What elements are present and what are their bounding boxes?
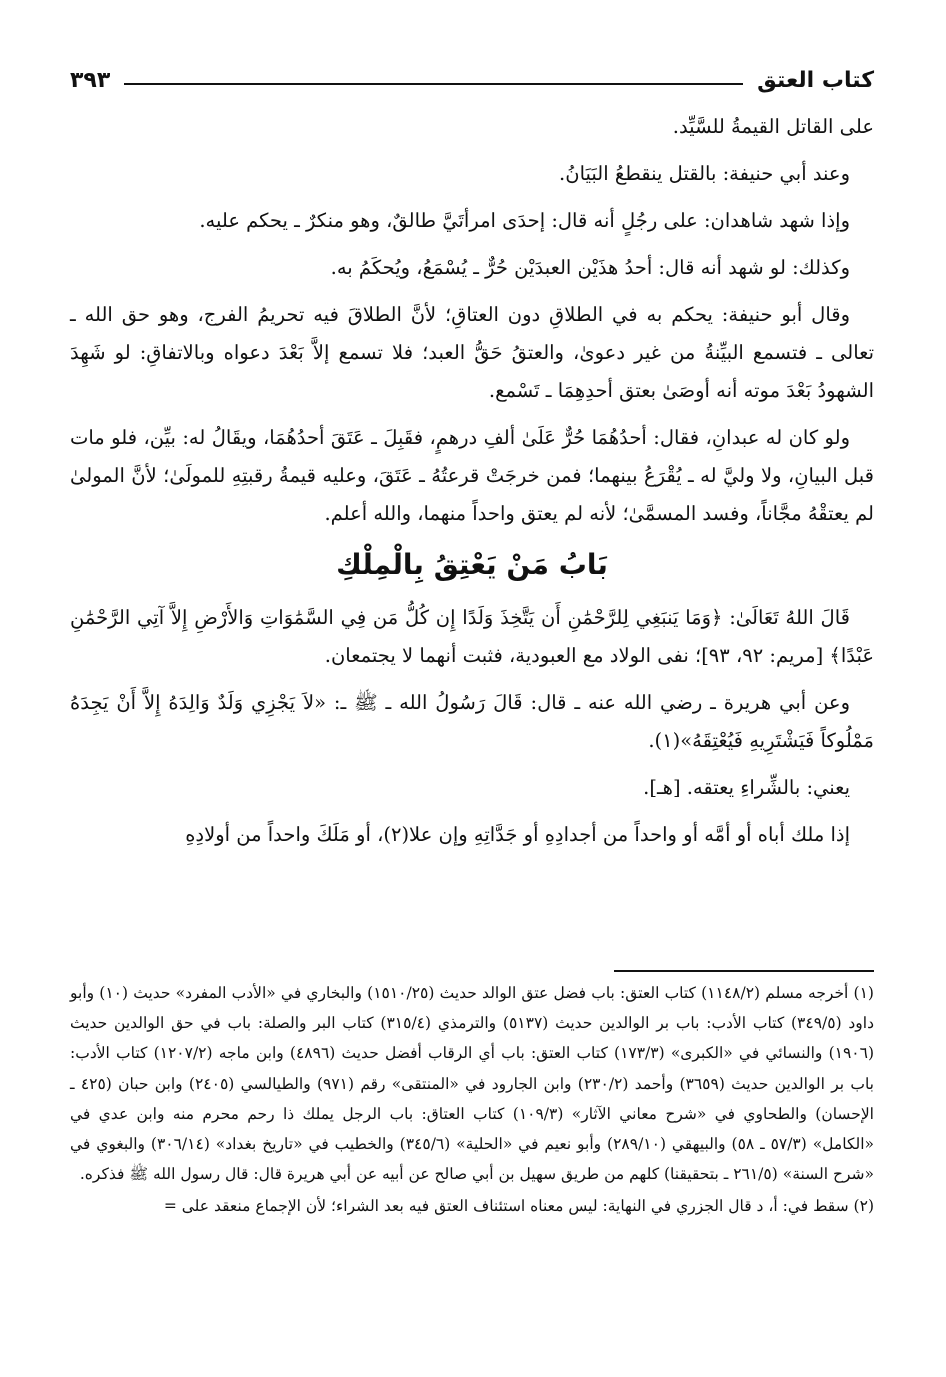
paragraph: يعني: بالشِّراءِ يعتقه. [هـ].	[643, 776, 850, 799]
footnote: (١) أخرجه مسلم (١١٤٨/٢) كتاب العتق: باب فضل عتق الوالد حديث (١٥١٠/٢٥) والبخاري في «الأدب المفرد» حديث (١٠) وأبو داود (٣٤٩/٥) كتاب الأدب: باب بر الوالدين حديث (٥١٣٧) والترمذي (٣١٥/٤) كتاب البر والصلة: باب في حق الوالدين حديث (١٩٠٦) والنسائي في «الكبرى» (١٧٣/٣) كتاب العتق: باب أي الرقاب أفضل حديث (٤٨٩٦) وابن ماجه (١٢٠٧/٢) كتاب الأدب: باب بر الوالدين حديث (٣٦٥٩) وأحمد (٢٣٠/٢) وابن الجارود في «المنتقى» رقم (٩٧١) والطيالسي (٢٤٠٥) وابن حبان (٤٢٥ ـ الإحسان) والطحاوي في «شرح معاني الآثار» (١٠٩/٣) كتاب العتاق: باب الرجل يملك ذا رحم محرم منه وابن عدي في «الكامل» (٥٧/٣ ـ ٥٨) والبيهقي (٢٨٩/١٠) وأبو نعيم في «الحلية» (٣٤٥/٦) والخطيب في «تاريخ بغداد» (٣٠٦/١٤) والبغوي في «شرح السنة» (٢٦١/٥ ـ بتحقيقنا) كلهم من طريق سهيل بن أبي صالح عن أبيه عن أبي هريرة قال: قال رسول الله ﷺ فذكره.	[70, 984, 875, 1184]
paragraph: وقال أبو حنيفة: يحكم به في الطلاقِ دون العتاقِ؛ لأنَّ الطلاقَ فيه تحريمُ الفرج، وهو حق الله ـ تعالى ـ فتسمع البيِّنةُ من غير دعوىٰ، والعتقُ حَقُّ العبد؛ فلا تسمع إلاَّ بَعْدَ دعواه وبالاتفاقِ: لو شَهِدَ الشهودُ بَعْدَ موته أنه أوصَىٰ بعتق أحدِهِمَا ـ تَسْمع.	[70, 303, 874, 402]
paragraph: وعند أبي حنيفة: بالقتل ينقطعُ البَيَانُ.	[559, 162, 850, 185]
page-number: ٣٩٣	[70, 67, 111, 93]
main-text	[70, 108, 874, 863]
chapter-title: كتاب العتق	[757, 67, 874, 93]
header-rule	[124, 83, 743, 85]
paragraph: على القاتل القيمةُ للسَّيِّد.	[672, 115, 874, 138]
footnotes	[70, 978, 874, 1224]
section-heading: بَابُ مَنْ يَعْتِقُ بِالْمِلْكِ	[336, 548, 608, 581]
paragraph: وكذلك: لو شهد أنه قال: أحدُ هذَيْن العبدَيْن حُرٌّ ـ يُسْمَعُ، ويُحكَمُ به.	[330, 256, 850, 279]
paragraph: وعن أبي هريرة ـ رضي الله عنه ـ قال: قَالَ رَسُولُ الله ـ ﷺ ـ: «لاَ يَجْزِي وَلَدٌ وَالِدَهُ إِلاَّ أَنْ يَجِدَهُ مَمْلُوكاً فَيَشْتَرِيهِ فَيُعْتِقَهُ»(١).	[70, 691, 874, 752]
running-header	[70, 62, 874, 98]
footnote: (٢) سقط في: أ، د قال الجزري في النهاية: ليس معناه استئناف العتق فيه بعد الشراء؛ لأن الإجماع منعقد على =	[163, 1197, 874, 1216]
paragraph: ولو كان له عبدانِ، فقال: أحدُهُمَا حُرٌّ عَلَىٰ ألفِ درهمٍ، فقَبِلَ ـ عَتَقَ أحدُهُمَا، ويقَالُ له: بيِّن، فلو مات قبل البيانِ، ولا وليَّ له ـ يُقْرَعُ بينهما؛ فمن خرجَتْ قرعتُهُ ـ عَتَقَ، وعليه قيمةُ رقبتِهِ للمولَىٰ؛ لأنَّ المولىٰ لم يعتقْهُ مجَّاناً، وفسد المسمَّىٰ؛ لأنه لم يعتق واحداً منهما، والله أعلم.	[70, 426, 874, 525]
paragraph: إذا ملك أباه أو أمَّه أو واحداً من أجدادِهِ أو جَدَّاتِهِ وإن علا(٢)، أو مَلَكَ واحداً من أولادِهِ	[185, 823, 850, 846]
paragraph: قَالَ اللهُ تَعَالَىٰ: ﴿وَمَا يَنبَغِي لِلرَّحْمَٰنِ أَن يَتَّخِذَ وَلَدًا إِن كُلُّ مَن فِي السَّمَٰوَاتِ وَالأَرْضِ إِلاَّ آتِي الرَّحْمَٰنِ عَبْدًا﴾ [مريم: ٩٢، ٩٣]؛ نفى الولاد مع العبودية، فثبت أنهما لا يجتمعان.	[70, 606, 874, 667]
paragraph: وإذا شهد شاهدان: على رجُلٍ أنه قال: إحدَى امرأتَيَّ طالقٌ، وهو منكرٌ ـ يحكم عليه.	[199, 209, 850, 232]
footnote-separator	[614, 970, 874, 972]
